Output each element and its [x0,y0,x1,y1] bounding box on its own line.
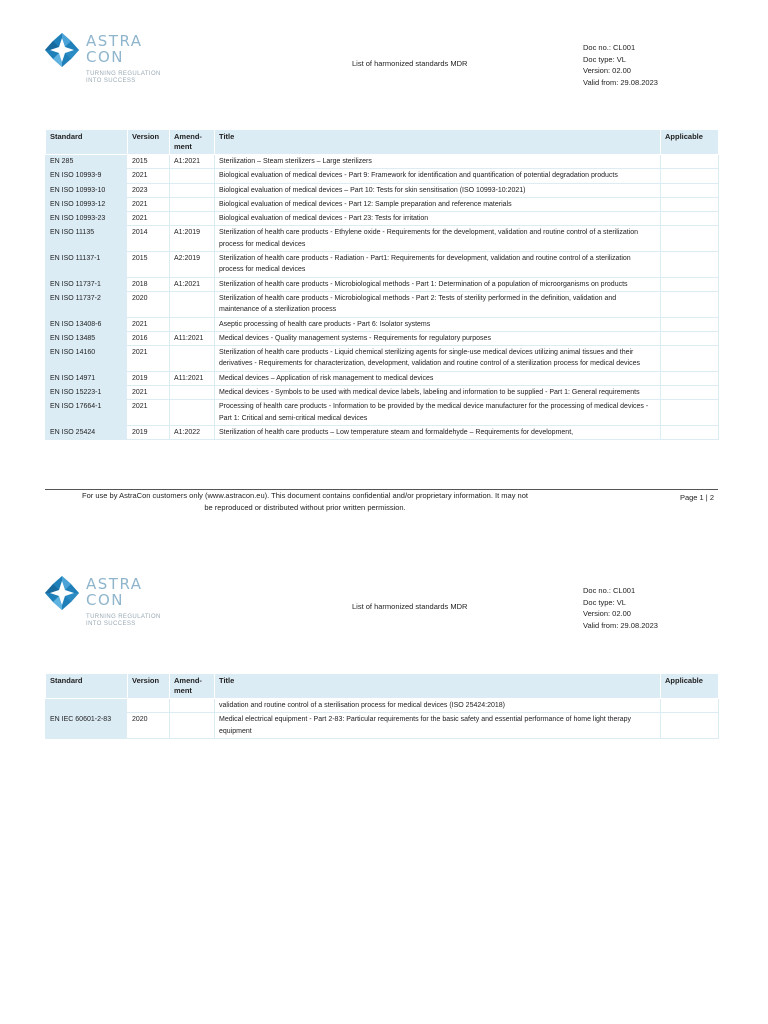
cell-title: Biological evaluation of medical devices - Part 23: Tests for irritation [215,212,661,226]
cell-title: Medical devices - Symbols to be used with medical device labels, labeling and information to be supplied - Part 1: General requirements [215,386,661,400]
cell-applicable [661,197,719,211]
cell-version: 2019 [128,425,170,439]
cell-version: 2021 [128,169,170,183]
cell-title: Sterilization of health care products - Microbiological methods - Part 2: Tests of sterility performed in the definition, validation and maintenance of a sterilization process [215,291,661,317]
document-title: List of harmonized standards MDR [352,59,468,68]
table-row [46,277,719,291]
cell-applicable [661,386,719,400]
doc-type: Doc type: VL [583,54,626,64]
cell-standard: EN ISO 25424 [46,425,128,439]
cell-amendment [170,400,215,426]
doc-number: Doc no.: CL001 [583,586,636,595]
table-row [46,252,719,278]
header-title: Title [215,130,661,155]
table-row [46,291,719,317]
header-applicable: Applicable [661,130,719,155]
cell-applicable [661,400,719,426]
cell-applicable [661,346,719,372]
table-row [46,713,719,739]
cell-title: Medical devices – Application of risk management to medical devices [215,371,661,385]
header-version: Version [128,130,170,155]
doc-number: Doc no.: CL001 [583,43,636,52]
standards-table-continued [45,673,719,739]
cell-amendment: A11:2021 [170,331,215,345]
cell-applicable [661,252,719,278]
cell-title: Biological evaluation of medical devices – Part 10: Tests for skin sensitisation (ISO 10993-10:2021) [215,183,661,197]
cell-version: 2014 [128,226,170,252]
header-amendment: Amend- ment [170,130,215,155]
cell-standard: EN 285 [46,155,128,169]
cell-amendment: A1:2019 [170,226,215,252]
cell-amendment [170,386,215,400]
cell-version: 2023 [128,183,170,197]
cell-amendment [170,169,215,183]
cell-applicable [661,317,719,331]
doc-version: Version: 02.00 [583,609,631,618]
header-version: Version [128,674,170,699]
table-row [46,226,719,252]
cell-version: 2020 [128,713,170,739]
table-row [46,371,719,385]
doc-type: Doc type: VL [583,597,626,607]
header-applicable: Applicable [661,674,719,699]
cell-version: 2021 [128,317,170,331]
table-row [46,386,719,400]
cell-title: Sterilization – Steam sterilizers – Large sterilizers [215,155,661,169]
cell-applicable [661,277,719,291]
table-row [46,183,719,197]
doc-valid-from: Valid from: 29.08.2023 [583,77,658,87]
header-amendment: Amend- ment [170,674,215,699]
header-title: Title [215,674,661,699]
document-meta [583,585,658,631]
cell-version: 2019 [128,371,170,385]
cell-applicable [661,291,719,317]
header-standard: Standard [46,130,128,155]
cell-standard: EN ISO 10993-23 [46,212,128,226]
cell-standard: EN ISO 13485 [46,331,128,345]
cell-amendment: A1:2021 [170,277,215,291]
cell-version: 2021 [128,386,170,400]
cell-title: Aseptic processing of health care products - Part 6: Isolator systems [215,317,661,331]
table-row [46,169,719,183]
table-header-row [46,674,719,699]
cell-standard: EN ISO 14971 [46,371,128,385]
cell-version: 2016 [128,331,170,345]
logo-tagline: TURNING REGULATION INTO SUCCESS [86,71,161,84]
cell-applicable [661,371,719,385]
cell-standard: EN ISO 10993-9 [46,169,128,183]
standards-table-body [46,699,719,739]
cell-standard: EN ISO 14160 [46,346,128,372]
astracon-logo [44,30,174,90]
table-row [46,400,719,426]
cell-amendment [170,197,215,211]
cell-amendment: A1:2022 [170,425,215,439]
document-meta [583,42,658,88]
cell-applicable [661,226,719,252]
table-row [46,197,719,211]
cell-applicable [661,155,719,169]
cell-version: 2021 [128,212,170,226]
cell-standard: EN ISO 10993-10 [46,183,128,197]
cell-standard: EN ISO 11737-2 [46,291,128,317]
table-row [46,331,719,345]
logo-wordmark: ASTRA CON [86,32,143,66]
cell-applicable [661,713,719,739]
cell-applicable [661,169,719,183]
doc-valid-from: Valid from: 29.08.2023 [583,620,658,630]
cell-title: Sterilization of health care products – Low temperature steam and formaldehyde – Requirements for development, [215,425,661,439]
standards-table-body [46,155,719,440]
cell-title: Biological evaluation of medical devices - Part 12: Sample preparation and reference materials [215,197,661,211]
cell-version: 2021 [128,346,170,372]
document-page-2 [0,543,768,1024]
cell-standard: EN ISO 15223-1 [46,386,128,400]
cell-amendment [170,346,215,372]
logo-tagline: TURNING REGULATION INTO SUCCESS [86,614,161,627]
cell-standard: EN ISO 17664-1 [46,400,128,426]
cell-standard: EN ISO 10993-12 [46,197,128,211]
astracon-logo [44,573,174,633]
cell-amendment [170,183,215,197]
doc-version: Version: 02.00 [583,66,631,75]
standards-table [45,129,719,440]
table-row [46,346,719,372]
cell-standard: EN ISO 11135 [46,226,128,252]
cell-amendment: A2:2019 [170,252,215,278]
table-row [46,317,719,331]
table-header-row [46,130,719,155]
table-row [46,155,719,169]
star-logo-icon [44,575,80,611]
cell-title: Sterilization of health care products - Microbiological methods - Part 1: Determination of a population of microorganisms on products [215,277,661,291]
cell-amendment [170,212,215,226]
cell-amendment [170,699,215,713]
cell-version: 2020 [128,291,170,317]
confidentiality-notice: For use by AstraCon customers only (www.astracon.eu). This document contains confidential and/or proprietary information. It may not be reproduced or distributed without prior written permission. [82,491,528,512]
header-standard: Standard [46,674,128,699]
cell-amendment: A1:2021 [170,155,215,169]
cell-title: Processing of health care products - Information to be provided by the medical device manufacturer for the processing of medical devices - Part 1: Critical and semi-critical medical devices [215,400,661,426]
cell-applicable [661,183,719,197]
cell-title: Sterilization of health care products - Ethylene oxide - Requirements for the development, validation and routine control of a sterilization process for medical devices [215,226,661,252]
cell-version: 2021 [128,197,170,211]
cell-applicable [661,425,719,439]
table-row [46,699,719,713]
cell-standard: EN IEC 60601-2-83 [46,713,128,739]
cell-title: Medical electrical equipment - Part 2-83: Particular requirements for the basic safety and essential performance of home light therapy equipment [215,713,661,739]
cell-version [128,699,170,713]
table-row [46,212,719,226]
star-logo-icon [44,32,80,68]
cell-amendment [170,291,215,317]
cell-standard: EN ISO 13408-6 [46,317,128,331]
cell-version: 2015 [128,155,170,169]
cell-title: validation and routine control of a sterilisation process for medical devices (ISO 25424:2018) [215,699,661,713]
cell-applicable [661,331,719,345]
cell-title: Sterilization of health care products - Liquid chemical sterilizing agents for single-use medical devices utilizing animal tissues and their derivatives - Requirements for characterization, development, validation and routine control of a sterilization process for medical devices [215,346,661,372]
cell-version: 2015 [128,252,170,278]
cell-version: 2021 [128,400,170,426]
document-title: List of harmonized standards MDR [352,602,468,611]
cell-amendment [170,317,215,331]
cell-version: 2018 [128,277,170,291]
cell-title: Biological evaluation of medical devices - Part 9: Framework for identification and quantification of potential degradation products [215,169,661,183]
table-row [46,425,719,439]
logo-wordmark: ASTRA CON [86,575,143,609]
page-number: Page 1 | 2 [679,493,714,502]
cell-applicable [661,212,719,226]
cell-standard: EN ISO 11137-1 [46,252,128,278]
cell-title: Sterilization of health care products - Radiation - Part1: Requirements for development, validation and routine control of a sterilization process for medical devices [215,252,661,278]
cell-amendment: A11:2021 [170,371,215,385]
cell-standard: EN ISO 11737-1 [46,277,128,291]
cell-standard [46,699,128,713]
cell-title: Medical devices - Quality management systems - Requirements for regulatory purposes [215,331,661,345]
cell-applicable [661,699,719,713]
page-footer [45,489,718,512]
cell-amendment [170,713,215,739]
